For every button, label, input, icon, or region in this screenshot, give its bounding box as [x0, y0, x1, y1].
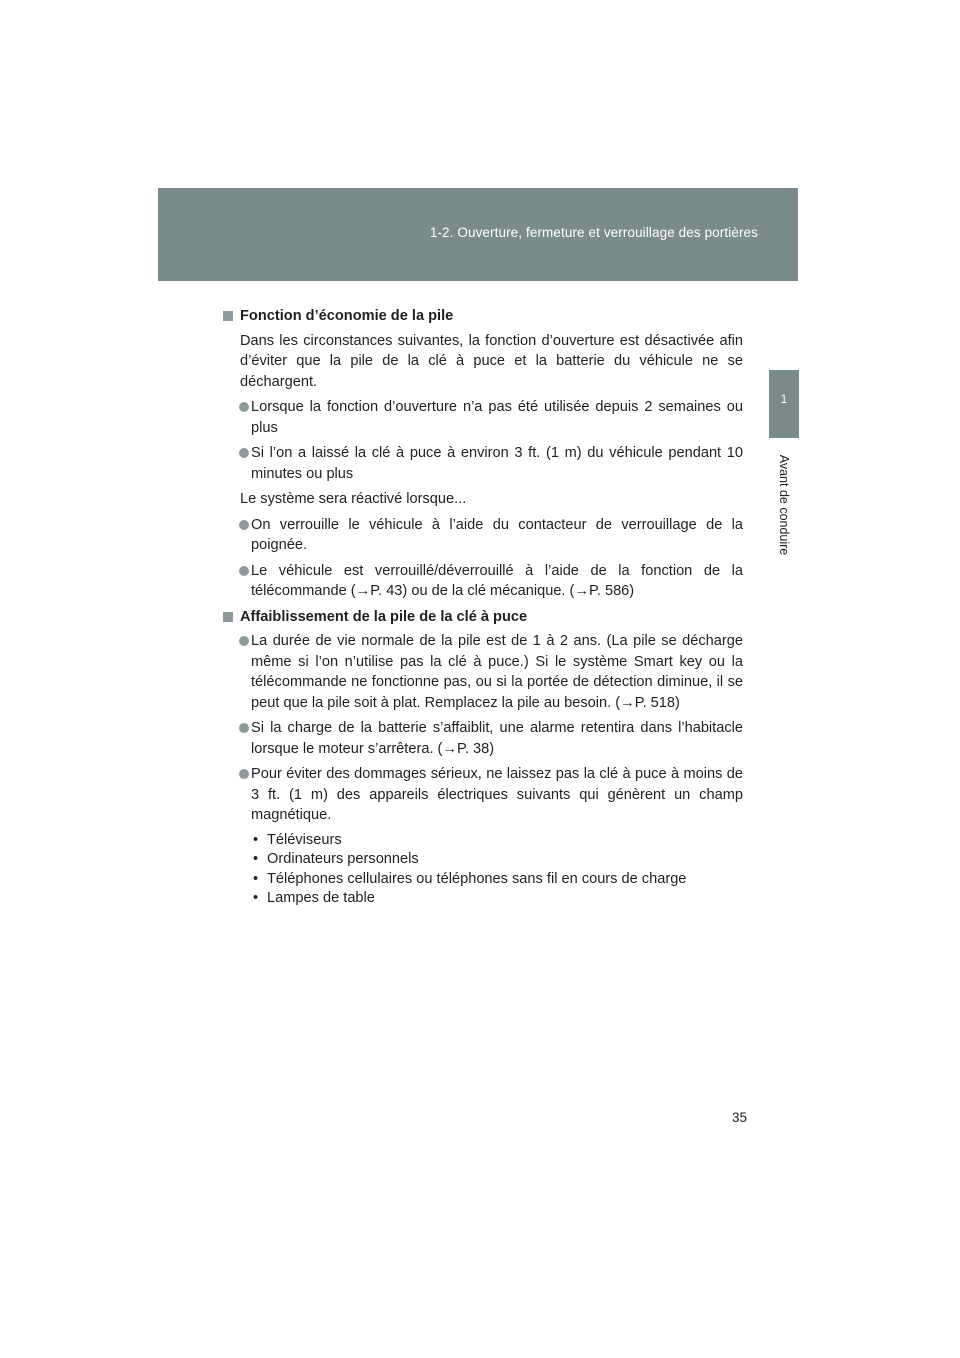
square-bullet-icon: [223, 612, 233, 622]
device-list: [223, 831, 743, 909]
page-number: 35: [732, 1110, 748, 1125]
device-list-item: • Téléphones cellulaires ou téléphones sans fil en cours de charge: [253, 870, 687, 887]
circle-bullet-icon: [239, 402, 249, 412]
chapter-tab-number: 1: [780, 392, 788, 406]
list-item: Lorsque la fonction d’ouverture n’a pas été utilisée depuis 2 semaines ou plus: [223, 397, 743, 438]
list-item: Le véhicule est verrouillé/déverrouillé à l’aide de la fonction de la télécommande (→P. 43) ou de la clé mécanique. (→P. 586): [223, 561, 743, 602]
list-item: La durée de vie normale de la pile est de 1 à 2 ans. (La pile se décharge même si l’on n’utilise pas la clé à puce.) Si le système Smart key ou la télécommande ne fonctionne pas, ou si la portée de détection diminue, il se peut que la pile soit à plat. Remplacez la pile au besoin. (→P. 518): [223, 631, 743, 713]
chapter-side-label: Avant de conduire: [777, 454, 791, 556]
chapter-tab: [769, 370, 799, 438]
list-item: On verrouille le véhicule à l’aide du contacteur de verrouillage de la poignée.: [223, 515, 743, 556]
paragraph: Dans les circonstances suivantes, la fonction d’ouverture est désactivée afin d’éviter que la pile de la clé à puce et la batterie du véhicule ne se déchargent.: [240, 332, 743, 390]
chapter-header: [158, 188, 798, 281]
circle-bullet-icon: [239, 448, 249, 458]
device-list-item: • Ordinateurs personnels: [253, 851, 419, 867]
list-item: Pour éviter des dommages sérieux, ne laissez pas la clé à puce à moins de 3 ft. (1 m) des appareils électriques suivants qui génèrent un champ magnétique.: [223, 764, 743, 826]
device-list-item: • Téléviseurs: [253, 831, 342, 848]
circle-bullet-icon: [239, 769, 249, 779]
paragraph: Le système sera réactivé lorsque...: [240, 491, 467, 507]
circle-bullet-icon: [239, 636, 249, 646]
header-title: 1-2. Ouverture, fermeture et verrouillage des portières: [429, 225, 758, 240]
circle-bullet-icon: [239, 566, 249, 576]
page-content: [223, 306, 743, 909]
circle-bullet-icon: [239, 520, 249, 530]
list-item: Si la charge de la batterie s’affaiblit, une alarme retentira dans l’habitacle lorsque le moteur s’arrêtera. (→P. 38): [223, 718, 743, 759]
square-bullet-icon: [223, 311, 233, 321]
device-list-item: • Lampes de table: [253, 890, 375, 906]
list-item: Si l’on a laissé la clé à puce à environ 3 ft. (1 m) du véhicule pendant 10 minutes ou plus: [223, 443, 743, 484]
section-heading: Fonction d’économie de la pile: [223, 306, 743, 327]
section-heading: Affaiblissement de la pile de la clé à puce: [223, 607, 743, 628]
circle-bullet-icon: [239, 723, 249, 733]
